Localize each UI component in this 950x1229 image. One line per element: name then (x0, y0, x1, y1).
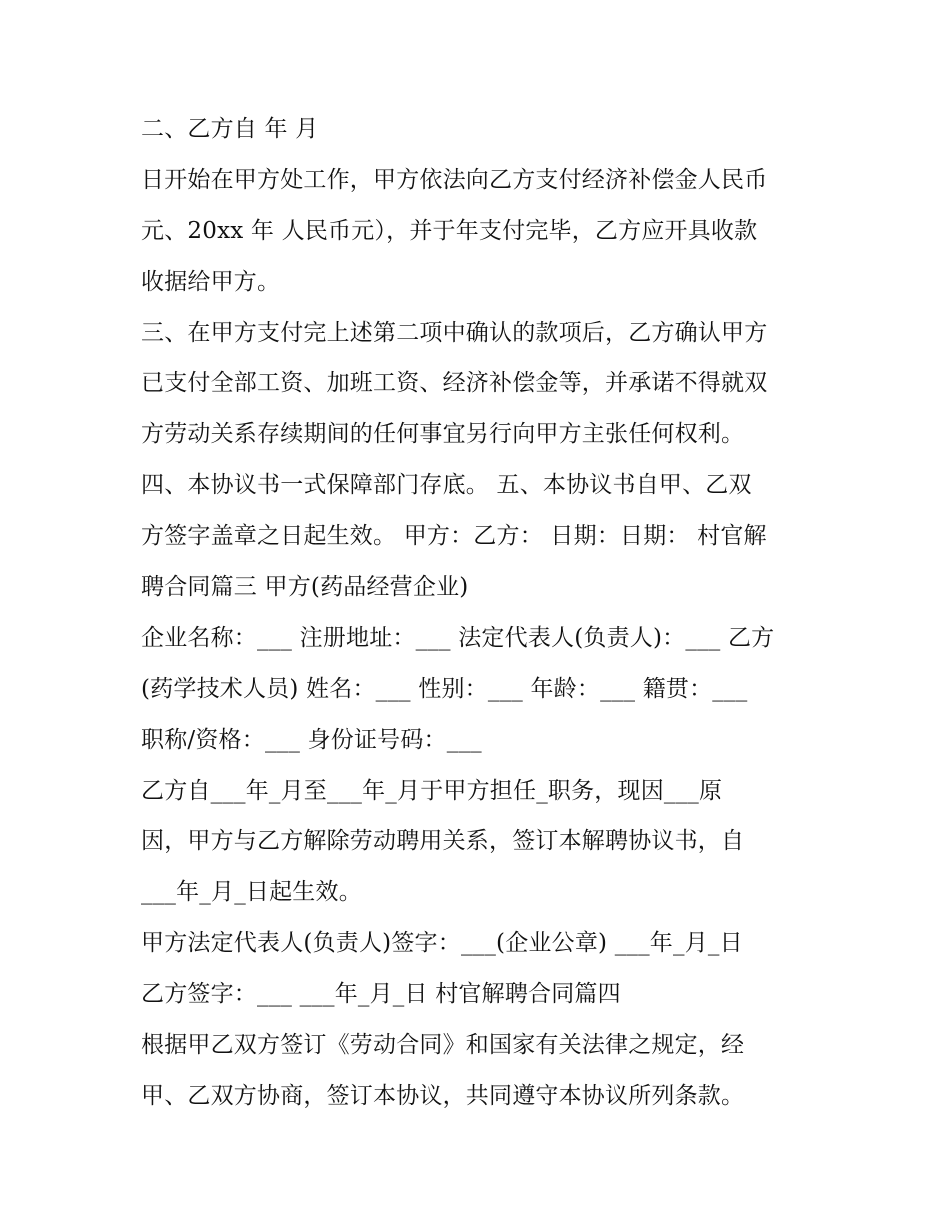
document-body (141, 104, 831, 1122)
text-line: 日开始在甲方处工作，甲方依法向乙方支付经济补偿金人民币 (141, 166, 768, 193)
text-line: 根据甲乙双方签订《劳动合同》和国家有关法律之规定，经 (141, 1032, 745, 1059)
text-line: 方劳动关系存续期间的任何事宜另行向甲方主张任何权利。 (141, 421, 745, 448)
text-line: 聘合同篇三 甲方(药品经营企业) (141, 574, 469, 601)
text-line: 已支付全部工资、加班工资、经济补偿金等，并承诺不得就双 (141, 370, 768, 397)
text-line: 因，甲方与乙方解除劳动聘用关系，签订本解聘协议书，自 (141, 828, 745, 855)
text-line: 甲方法定代表人(负责人)签字：___(企业公章) ___年_月_日 (141, 930, 743, 957)
text-line: 企业名称：___ 注册地址：___ 法定代表人(负责人)：___ 乙方 (141, 624, 775, 651)
text-line: 乙方签字：___ ___年_月_日 村官解聘合同篇四 (141, 981, 621, 1008)
text-line: (药学技术人员) 姓名：___ 性别：___ 年龄：___ 籍贯：___ (141, 675, 748, 702)
text-line: 元、20xx 年 人民币元），并于年支付完毕，乙方应开具收款 (141, 217, 758, 244)
text-line: ___年_月_日起生效。 (141, 879, 362, 906)
text-line: 收据给甲方。 (141, 268, 281, 295)
text-line: 方签字盖章之日起生效。 甲方：乙方： 日期：日期： 村官解 (141, 523, 767, 550)
text-line: 职称/资格：___ 身份证号码：___ (141, 726, 482, 753)
text-line: 乙方自___年_月至___年_月于甲方担任_职务，现因___原 (141, 777, 723, 804)
text-line: 二、乙方自 年 月 (141, 116, 319, 142)
text-line: 四、本协议书一式保障部门存底。 五、本协议书自甲、乙双 (141, 472, 752, 499)
text-line: 三、在甲方支付完上述第二项中确认的款项后，乙方确认甲方 (141, 319, 768, 346)
text-line: 甲、乙双方协商，签订本协议，共同遵守本协议所列条款。 (141, 1082, 745, 1109)
